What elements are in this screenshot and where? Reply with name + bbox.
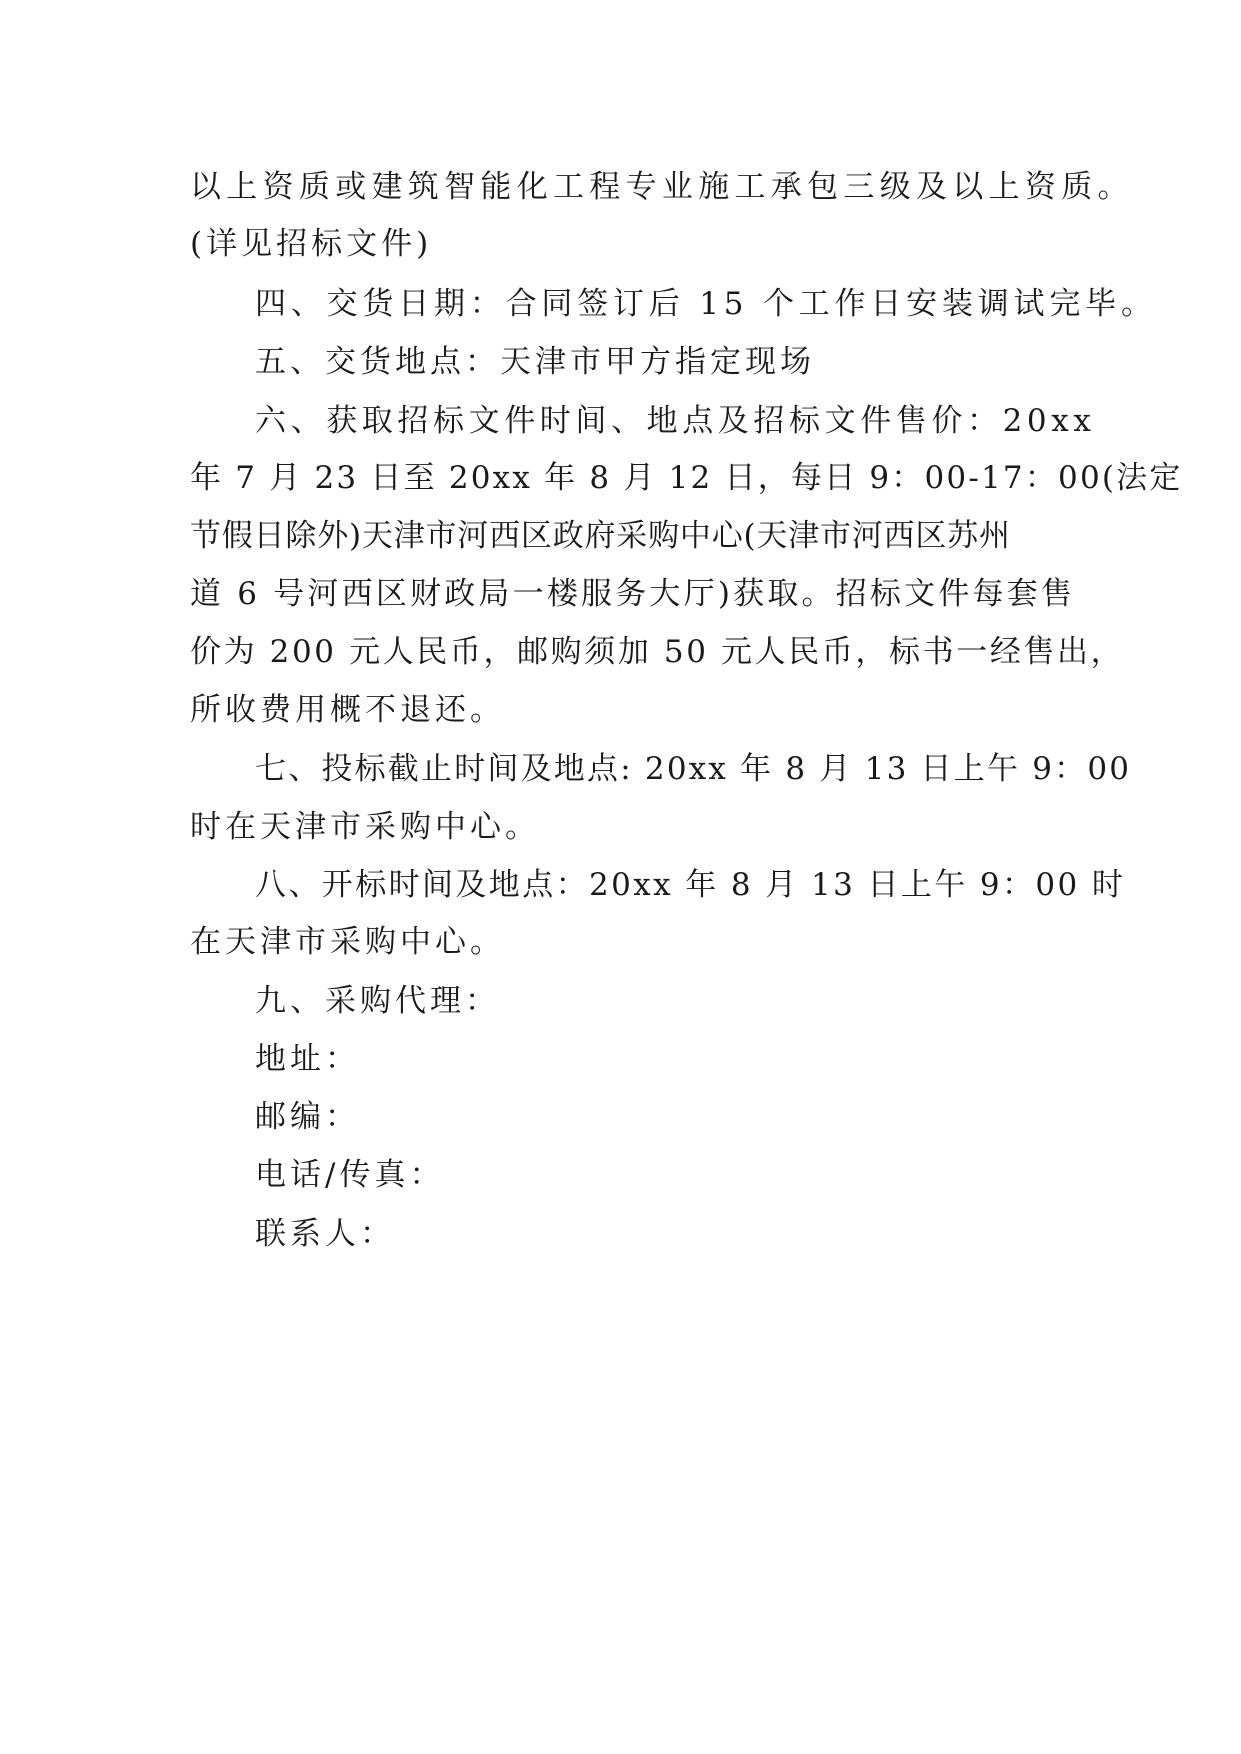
text-line: 七、投标截止时间及地点: 20xx 年 8 月 13 日上午 9：00 — [255, 751, 1132, 787]
text-line: 联系人： — [255, 1216, 395, 1252]
text-line: 四、交货日期：合同签订后 15 个工作日安装调试完毕。 — [255, 286, 1157, 322]
text-line: 五、交货地点：天津市甲方指定现场 — [255, 344, 815, 380]
text-line: 六、获取招标文件时间、地点及招标文件售价：20xx — [255, 403, 1096, 439]
text-line: 节假日除外)天津市河西区政府采购中心(天津市河西区苏州 — [190, 518, 1011, 554]
text-line: 价为 200 元人民币，邮购须加 50 元人民币，标书一经售出， — [190, 634, 1125, 670]
text-line: 九、采购代理： — [255, 983, 500, 1019]
text-line: 时在天津市采购中心。 — [190, 809, 540, 845]
text-line: 在天津市采购中心。 — [190, 924, 505, 960]
text-line: 八、开标时间及地点：20xx 年 8 月 13 日上午 9：00 时 — [255, 867, 1126, 903]
text-line: 年 7 月 23 日至 20xx 年 8 月 12 日，每日 9：00-17：00(法定 — [190, 460, 1183, 496]
text-line: 所收费用概不退还。 — [190, 692, 505, 728]
text-line: 以上资质或建筑智能化工程专业施工承包三级及以上资质。 — [190, 169, 1134, 205]
text-line: (详见招标文件) — [190, 226, 433, 262]
text-line: 道 6 号河西区财政局一楼服务大厅)获取。招标文件每套售 — [190, 576, 1076, 612]
text-line: 邮编： — [255, 1099, 360, 1135]
text-line: 电话/传真： — [255, 1157, 445, 1193]
text-line: 地址： — [255, 1041, 360, 1077]
